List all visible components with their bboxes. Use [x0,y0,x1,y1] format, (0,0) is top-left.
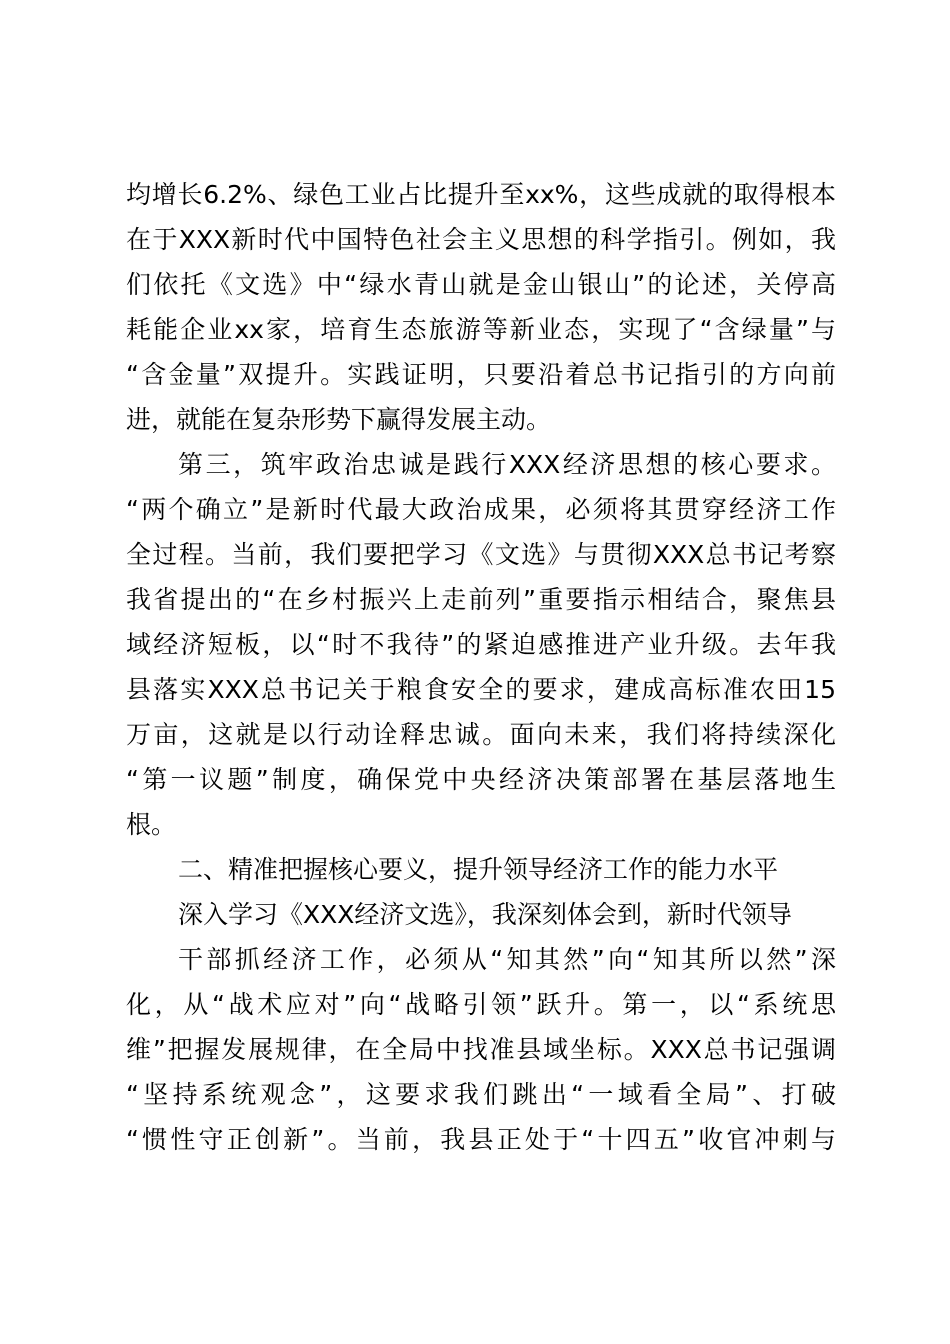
document-text-line: “第一议题”制度，确保党中央经济决策部署在基层落地生 [126,765,836,794]
document-text-line: 均增长6.2%、绿色工业占比提升至xx%，这些成就的取得根本 [126,180,836,209]
document-text-line: “两个确立”是新时代最大政治成果，必须将其贯穿经济工作 [126,495,836,524]
document-text-line: 万亩，这就是以行动诠释忠诚。面向未来，我们将持续深化 [126,720,836,749]
document-text-line: “坚持系统观念”，这要求我们跳出“一域看全局”、打破 [126,1080,836,1109]
document-text-line: 二、精准把握核心要义，提升领导经济工作的能力水平 [178,855,779,884]
document-text-line: 县落实XXX总书记关于粮食安全的要求，建成高标准农田15 [126,675,836,704]
document-text-line: 全过程。当前，我们要把学习《文选》与贯彻XXX总书记考察 [126,540,836,569]
document-body [126,172,836,1162]
document-text-line: 们依托《文选》中“绿水青山就是金山银山”的论述，关停高 [126,270,836,299]
document-text-line: 域经济短板，以“时不我待”的紧迫感推进产业升级。去年我 [126,630,836,659]
document-text-line: 维”把握发展规律，在全局中找准县域坐标。XXX总书记强调 [126,1035,836,1064]
document-text-line: 干部抓经济工作，必须从“知其然”向“知其所以然”深 [178,945,836,974]
document-text-line: 深入学习《XXX经济文选》，我深刻体会到，新时代领导 [178,900,792,929]
document-text-line: 进，就能在复杂形势下赢得发展主动。 [126,405,552,434]
document-text-line: 化，从“战术应对”向“战略引领”跃升。第一，以“系统思 [126,990,836,1019]
document-text-line: 我省提出的“在乡村振兴上走前列”重要指示相结合，聚焦县 [126,585,836,614]
document-text-line: 根。 [126,810,177,839]
document-text-line: 耗能企业xx家，培育生态旅游等新业态，实现了“含绿量”与 [126,315,836,344]
document-text-line: “含金量”双提升。实践证明，只要沿着总书记指引的方向前 [126,360,836,389]
document-text-line: 在于XXX新时代中国特色社会主义思想的科学指引。例如，我 [126,225,836,254]
document-text-line: 第三，筑牢政治忠诚是践行XXX经济思想的核心要求。 [178,450,836,479]
document-text-line: “惯性守正创新”。当前，我县正处于“十四五”收官冲刺与 [126,1125,836,1154]
